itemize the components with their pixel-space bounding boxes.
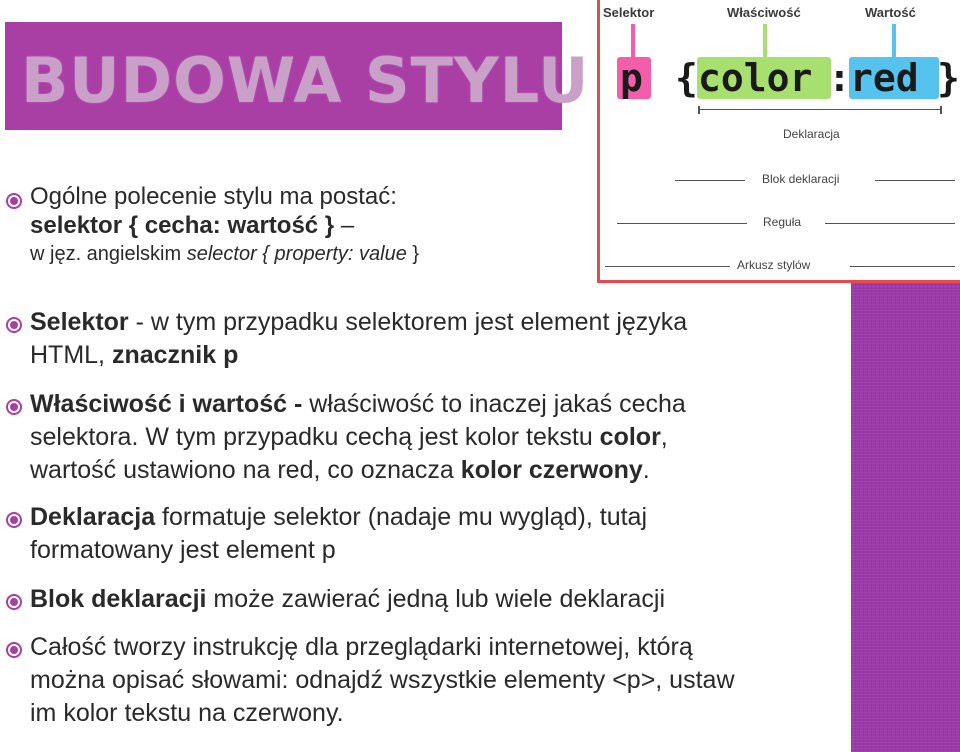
diagram-label-selector: Selektor [603,5,655,20]
css-syntax-template: selektor { cecha: wartość } [30,212,335,239]
level-declaration-block: Blok deklaracji [762,172,840,186]
code-colon: : [828,56,851,100]
stylesheet-line-left [605,266,730,267]
value-connector [892,24,896,57]
stylesheet-line-right [850,266,955,267]
css-syntax-diagram [597,0,960,283]
page-title: BUDOWA STYLU [21,44,590,117]
bullet-icon [6,594,22,610]
title-banner [5,22,590,130]
property-connector [763,24,767,57]
diagram-label-value: Wartość [865,5,916,20]
block-line-left [675,180,745,181]
bullet-icon [6,642,22,658]
declaration-bracket [698,106,942,114]
selector-connector [631,24,635,57]
english-syntax: selector { property: value [186,243,407,265]
diagram-label-property: Właściwość [727,5,801,20]
level-rule: Reguła [763,215,802,229]
bullet-icon [6,193,22,209]
level-declaration: Deklaracja [783,127,840,141]
bullet1-line1: Ogólne polecenie stylu ma postać: [30,183,397,210]
code-property: color [698,56,813,100]
decorative-strip [851,283,960,752]
bullet-icon [6,317,22,333]
code-close-brace: } [937,56,960,100]
rule-line-right [825,223,955,224]
block-line-right [875,180,955,181]
bullet-icon [6,399,22,415]
bullet-icon [6,512,22,528]
code-selector: p [620,56,643,100]
rule-line-left [617,223,747,224]
code-open-brace: { [675,56,698,100]
code-value: red [850,56,919,100]
level-stylesheet: Arkusz stylów [737,258,811,272]
